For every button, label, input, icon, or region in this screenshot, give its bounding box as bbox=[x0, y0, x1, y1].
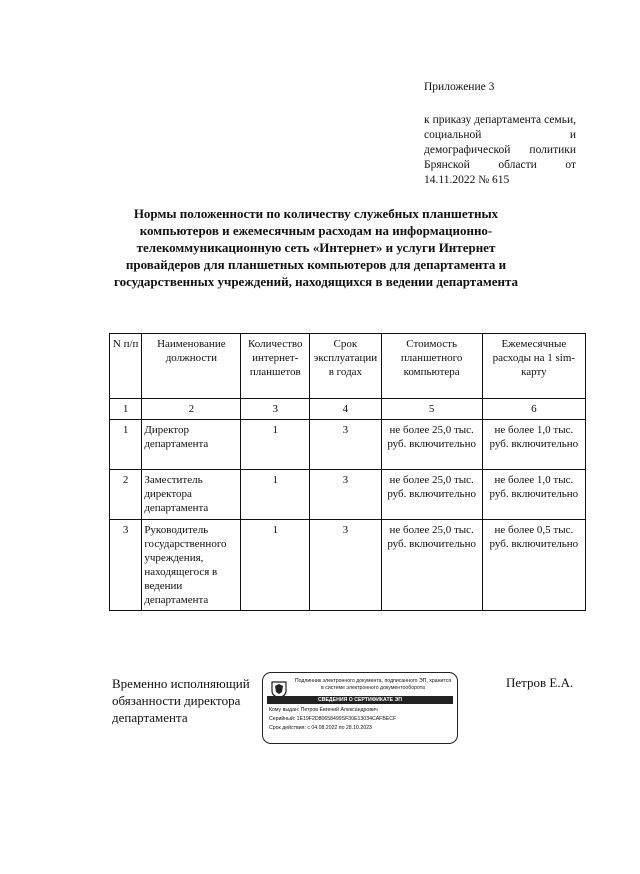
row-monthly: не более 1,0 тыс. руб. включительно bbox=[482, 470, 585, 520]
row-position: Заместитель директора департамента bbox=[142, 470, 241, 520]
column-number: 5 bbox=[381, 399, 482, 420]
table-row bbox=[110, 520, 586, 611]
appendix-block bbox=[424, 80, 576, 188]
column-number: 3 bbox=[241, 399, 310, 420]
row-term: 3 bbox=[310, 520, 381, 611]
row-position: Руководитель государственного учреждения, находящегося в ведении департамента bbox=[142, 520, 241, 611]
row-count: 1 bbox=[241, 520, 310, 611]
header-n: N п/п bbox=[110, 334, 142, 399]
document-title: Нормы положенности по количеству служебных планшетных компьютеров и ежемесячным расходам на информационно-телекоммуникационную сеть «Интернет» и услуги Интернет провайдеров для планшетных компьютеров для департамента и государственных учреждений, находящихся в ведении департамента bbox=[114, 206, 518, 289]
row-monthly: не более 1,0 тыс. руб. включительно bbox=[482, 420, 585, 470]
stamp-validity: Срок действия: с 04.08.2022 по 28.10.2023 bbox=[269, 725, 372, 731]
table-header-row bbox=[110, 334, 586, 399]
header-cost: Стоимость планшетного компьютера bbox=[381, 334, 482, 399]
row-term: 3 bbox=[310, 420, 381, 470]
signer-position: Временно исполняющий обязанности директора департамента bbox=[112, 676, 250, 725]
row-cost: не более 25,0 тыс. руб. включительно bbox=[381, 420, 482, 470]
stamp-header: СВЕДЕНИЯ О СЕРТИФИКАТЕ ЭП bbox=[267, 696, 453, 704]
row-cost: не более 25,0 тыс. руб. включительно bbox=[381, 520, 482, 611]
stamp-issued-to: Кому выдан: Петров Евгений Александрович bbox=[269, 707, 378, 713]
table-row bbox=[110, 420, 586, 470]
stamp-serial: Серийный: 1E19F2D80658499SF30E13034CAFBECF bbox=[269, 716, 397, 722]
row-number: 1 bbox=[110, 420, 142, 470]
header-monthly: Ежемесячные расходы на 1 sim-карту bbox=[482, 334, 585, 399]
row-count: 1 bbox=[241, 470, 310, 520]
table-row bbox=[110, 470, 586, 520]
header-term: Срок эксплуатации в годах bbox=[310, 334, 381, 399]
row-number: 3 bbox=[110, 520, 142, 611]
signer-name: Петров Е.А. bbox=[506, 675, 574, 690]
row-position: Директор департамента bbox=[142, 420, 241, 470]
row-term: 3 bbox=[310, 470, 381, 520]
column-number: 1 bbox=[110, 399, 142, 420]
column-number: 4 bbox=[310, 399, 381, 420]
column-number-row bbox=[110, 399, 586, 420]
row-monthly: не более 0,5 тыс. руб. включительно bbox=[482, 520, 585, 611]
row-cost: не более 25,0 тыс. руб. включительно bbox=[381, 470, 482, 520]
electronic-signature-stamp bbox=[262, 672, 458, 744]
column-number: 2 bbox=[142, 399, 241, 420]
norms-table bbox=[109, 333, 586, 611]
stamp-note: Подлинник электронного документа, подписанного ЭП, хранится в системе электронного документооборота bbox=[294, 678, 452, 691]
header-count: Количество интернет-планшетов bbox=[241, 334, 310, 399]
header-position: Наименование должности bbox=[142, 334, 241, 399]
appendix-label: Приложение 3 bbox=[424, 81, 495, 93]
row-count: 1 bbox=[241, 420, 310, 470]
appendix-reference: к приказу департамента семьи, социальной и демографической политики Брянской области от 14.11.2022 № 615 bbox=[424, 114, 576, 186]
column-number: 6 bbox=[482, 399, 585, 420]
row-number: 2 bbox=[110, 470, 142, 520]
